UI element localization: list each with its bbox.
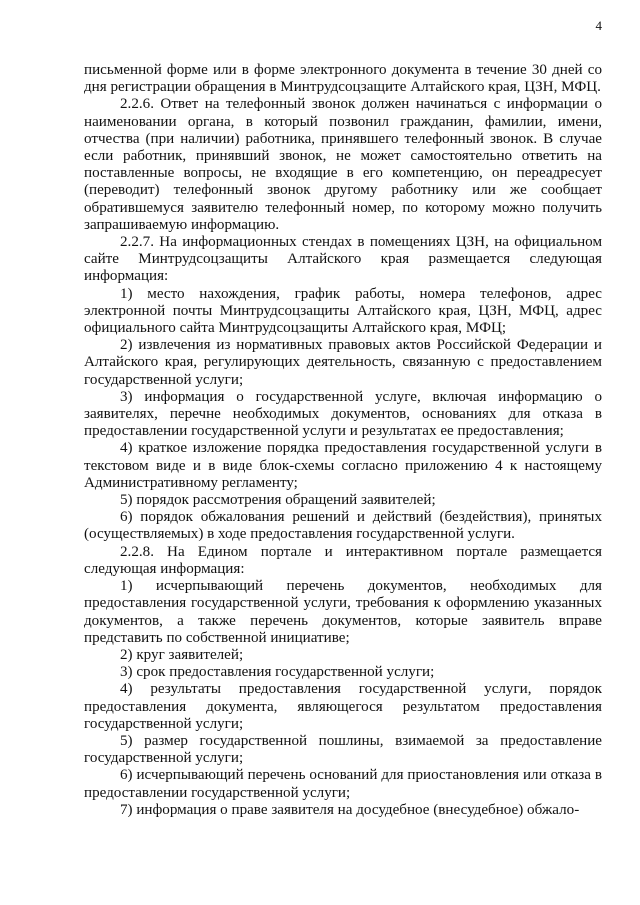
paragraph: 2.2.7. На информационных стендах в помещениях ЦЗН, на официальном сайте Минтрудсоцзащиты Алтайского края размещается следующая информация:: [84, 234, 602, 285]
paragraph: 6) порядок обжалования решений и действий (бездействия), принятых (осуществляемых) в ходе предоставления государственной услуги.: [84, 509, 602, 543]
paragraph: 3) информация о государственной услуге, включая информацию о заявителях, перечне необходимых документов, основаниях для отказа в предоставлении государственной услуги и результатах ее предоставления;: [84, 388, 602, 440]
paragraph: 2.2.6. Ответ на телефонный звонок должен начинаться с информации о наименовании органа, в который позвонил гражданин, фамилии, имени, отчества (при наличии) работника, принявшего телефонный звонок. В случае если работник, принявший звонок, не может самостоятельно ответить на поставленные вопросы, не входящие в его компетенцию, он переадресует (переводит) телефонный звонок другому работнику или же сообщает обратившемуся заявителю телефонный номер, по которому можно получить запрашиваемую информацию.: [84, 96, 602, 233]
paragraph: письменной форме или в форме электронного документа в течение 30 дней со дня регистрации обращения в Минтрудсоцзащите Алтайского края, ЦЗН, МФЦ.: [84, 62, 602, 96]
paragraph: 4) результаты предоставления государственной услуги, порядок предоставления документа, являющегося результатом предоставления государственной услуги;: [84, 681, 602, 732]
paragraph: 1) исчерпывающий перечень документов, необходимых для предоставления государственной услуги, требования к оформлению указанных документов, а также перечень документов, которые заявитель вправе представить по собственной инициативе;: [84, 578, 602, 646]
page-number: 4: [595, 18, 602, 33]
paragraph: 4) краткое изложение порядка предоставления государственной услуги в текстовом виде и в виде блок-схемы согласно приложению 4 к настоящему Административному регламенту;: [84, 440, 602, 491]
paragraph: 3) срок предоставления государственной услуги;: [120, 664, 435, 681]
paragraph: 2.2.8. На Едином портале и интерактивном портале размещается следующая информация:: [84, 543, 602, 577]
body-text: [84, 62, 602, 819]
paragraph: 6) исчерпывающий перечень оснований для приостановления или отказа в предоставлении государственной услуги;: [84, 767, 602, 801]
paragraph: 2) круг заявителей;: [120, 646, 244, 663]
paragraph: 7) информация о праве заявителя на досудебное (внесудебное) обжало-: [120, 801, 580, 818]
paragraph: 5) порядок рассмотрения обращений заявителей;: [120, 492, 436, 509]
paragraph: 5) размер государственной пошлины, взимаемой за предоставление государственной услуги;: [84, 732, 602, 767]
paragraph: 1) место нахождения, график работы, номера телефонов, адрес электронной почты Минтрудсоцзащиты Алтайского края, ЦЗН, МФЦ, адрес официального сайта Минтрудсоцзащиты Алтайского края, МФЦ;: [84, 285, 602, 337]
paragraph: 2) извлечения из нормативных правовых актов Российской Федерации и Алтайского края, регулирующих деятельность, связанную с предоставлением государственной услуги;: [84, 337, 602, 388]
